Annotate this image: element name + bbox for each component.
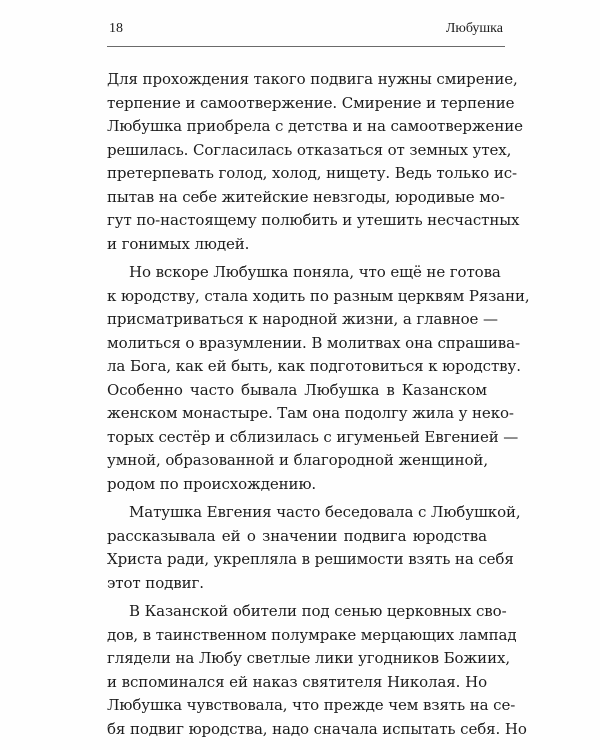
text-line: и вспоминался ей наказ святителя Николая. Но [107, 672, 487, 691]
text-line: рассказывала ей о значении подвига юродства [107, 526, 487, 545]
text-line: Матушка Евгения часто беседовала с Любушкой, [129, 503, 521, 521]
text-line: молиться о вразумлении. В молитвах она спрашива- [107, 333, 520, 352]
text-line: женском монастыре. Там она подолгу жила у неко- [107, 404, 514, 422]
text-line: Любушка приобрела с детства и на самоотвержение [107, 117, 523, 135]
paragraph [107, 600, 527, 741]
text-line: Любушка чувствовала, что прежде чем взять на се- [107, 696, 516, 714]
text-line: гут по-настоящему полюбить и утешить несчастных [107, 211, 520, 229]
text-line: Для прохождения такого подвига нужны смирение, [107, 70, 518, 88]
text-line: пытав на себе житейские невзгоды, юродивые мо- [107, 187, 505, 206]
text-line: решилась. Согласилась отказаться от земных утех, [107, 140, 512, 159]
running-title: Любушка [445, 21, 503, 36]
text-line: умной, образованной и благородной женщиной, [107, 451, 488, 469]
text-line: Христа ради, укрепляла в решимости взять на себя [107, 550, 514, 568]
text-line: В Казанской обители под сенью церковных сво- [129, 602, 507, 620]
text-line: терпение и самоотвержение. Смирение и терпение [107, 93, 515, 112]
text-line: этот подвиг. [107, 573, 204, 592]
text-line: бя подвиг юродства, надо сначала испытать себя. Но [107, 719, 527, 738]
text-line: ла Бога, как ей быть, как подготовиться к юродству. [107, 357, 521, 375]
page-number: 18 [109, 21, 123, 36]
text-line: претерпевать голод, холод, нищету. Ведь только ис- [107, 164, 518, 182]
text-line: дов, в таинственном полумраке мерцающих лампад [107, 625, 517, 644]
text-line: присматриваться к народной жизни, а главное — [107, 310, 498, 328]
text-line: Особенно часто бывала Любушка в Казанском [107, 380, 487, 399]
paragraph [107, 68, 523, 256]
text-line: Но вскоре Любушка поняла, что ещё не готова [129, 263, 501, 281]
page-header [107, 18, 505, 47]
text-line: к юродству, стала ходить по разным церквям Рязани, [107, 286, 530, 305]
text-line: и гонимых людей. [107, 234, 250, 253]
body-text [107, 68, 530, 741]
paragraph [107, 261, 530, 496]
text-line: торых сестёр и сблизилась с игуменьей Евгенией — [107, 427, 519, 446]
paragraph [107, 501, 521, 595]
text-line: родом по происхождению. [107, 474, 317, 493]
text-line: глядели на Любу светлые лики угодников Божиих, [107, 649, 511, 667]
